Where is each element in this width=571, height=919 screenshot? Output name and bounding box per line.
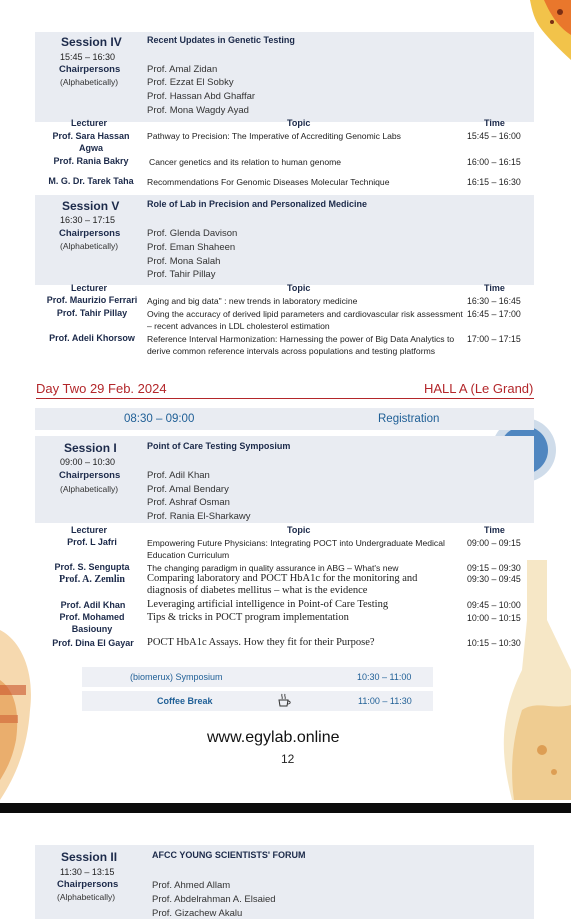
session4-header-time: Time bbox=[484, 118, 505, 128]
biomerux-time: 10:30 – 11:00 bbox=[357, 672, 412, 682]
session5-chair-2: Prof. Eman Shaheen bbox=[147, 242, 236, 253]
session4-chair-note: (Alphabetically) bbox=[60, 77, 119, 87]
session2-topic: AFCC YOUNG SCIENTISTS' FORUM bbox=[152, 850, 306, 860]
session1-header-lecturer: Lecturer bbox=[71, 525, 108, 535]
session4-time: 15:45 – 16:30 bbox=[60, 52, 116, 62]
session4-talk1-topic: Pathway to Precision: The Imperative of Accrediting Genomic Labs bbox=[147, 131, 401, 141]
session1-talk3-topic: Comparing laboratory and POCT HbA1c for the monitoring and diagnosis of diabetes mellitus – what is the evidence bbox=[147, 573, 418, 596]
session2-chair-3: Prof. Gizachew Akalu bbox=[152, 908, 243, 919]
session5-talk1-topic: Aging and big data" : new trends in laboratory medicine bbox=[147, 296, 358, 306]
session1-chair-note: (Alphabetically) bbox=[60, 484, 119, 494]
session4-talk3-time: 16:15 – 16:30 bbox=[467, 177, 521, 187]
session1-talk4-topic: Leveraging artificial intelligence in Point-of Care Testing bbox=[147, 599, 389, 610]
session5-header-time: Time bbox=[484, 283, 505, 293]
session1-talk1-lecturer: Prof. L Jafri bbox=[67, 537, 117, 547]
session1-talk1-time: 09:00 – 09:15 bbox=[467, 538, 521, 548]
session4-chair-2: Prof. Ezzat El Sobky bbox=[147, 77, 234, 88]
coffee-label: Coffee Break bbox=[157, 696, 213, 706]
session5-talk3-lecturer: Prof. Adeli Khorsow bbox=[49, 333, 135, 343]
session1-chair-2: Prof. Amal Bendary bbox=[147, 484, 229, 495]
coffee-cup-icon bbox=[277, 693, 291, 708]
session5-topic: Role of Lab in Precision and Personalized Medicine bbox=[147, 199, 368, 209]
session4-talk3-topic: Recommendations For Genomic Diseases Molecular Technique bbox=[147, 177, 390, 187]
session4-header-lecturer: Lecturer bbox=[71, 118, 108, 128]
page-divider bbox=[0, 803, 571, 813]
decorative-pattern-left bbox=[0, 620, 40, 800]
session1-talk5-time: 10:00 – 10:15 bbox=[467, 613, 521, 623]
session2-time: 11:30 – 13:15 bbox=[60, 867, 115, 877]
biomerux-label: (biomerux) Symposium bbox=[130, 672, 223, 682]
session1-talk5-topic: Tips & tricks in POCT program implementation bbox=[147, 612, 349, 623]
page-number: 12 bbox=[281, 752, 295, 766]
program-page-13 bbox=[0, 813, 571, 919]
session4-talk1-time: 15:45 – 16:00 bbox=[467, 131, 521, 141]
session1-talk2-lecturer: Prof. S. Sengupta bbox=[54, 562, 130, 572]
session1-talk2-topic: The changing paradigm in quality assurance in ABG – What's new bbox=[147, 563, 399, 573]
session5-chair-4: Prof. Tahir Pillay bbox=[147, 269, 216, 280]
session1-time: 09:00 – 10:30 bbox=[60, 457, 116, 467]
session5-chair-label: Chairpersons bbox=[59, 228, 121, 239]
session5-talk3-topic: Reference Interval Harmonization: Harnessing the power of Big Data Analytics to derive common reference intervals across populations and testing platforms bbox=[147, 334, 455, 356]
session5-chair-1: Prof. Glenda Davison bbox=[147, 228, 238, 239]
session1-title: Session I bbox=[64, 441, 117, 455]
session1-chair-3: Prof. Ashraf Osman bbox=[147, 497, 230, 508]
session5-chair-3: Prof. Mona Salah bbox=[147, 256, 221, 267]
session5-time: 16:30 – 17:15 bbox=[60, 215, 116, 225]
session5-talk1-lecturer: Prof. Maurizio Ferrari bbox=[46, 295, 138, 305]
session1-talk6-topic: POCT HbA1c Assays. How they fit for their Purpose? bbox=[147, 637, 375, 648]
session4-topic: Recent Updates in Genetic Testing bbox=[147, 35, 295, 45]
session4-header-topic: Topic bbox=[287, 118, 311, 128]
session1-chair-1: Prof. Adil Khan bbox=[147, 470, 210, 481]
session1-chair-label: Chairpersons bbox=[59, 470, 121, 481]
session5-talk1-time: 16:30 – 16:45 bbox=[467, 296, 521, 306]
session5-header-lecturer: Lecturer bbox=[71, 283, 108, 293]
session2-title: Session II bbox=[61, 850, 118, 864]
session1-topic: Point of Care Testing Symposium bbox=[147, 441, 291, 451]
session4-chair-label: Chairpersons bbox=[59, 64, 121, 75]
session4-chair-4: Prof. Mona Wagdy Ayad bbox=[147, 105, 249, 116]
session1-talk4-time: 09:45 – 10:00 bbox=[467, 600, 521, 610]
session1-talk6-lecturer: Prof. Dina El Gayar bbox=[52, 638, 134, 648]
coffee-time: 11:00 – 11:30 bbox=[358, 696, 412, 706]
session1-talk4-lecturer: Prof. Adil Khan bbox=[60, 600, 126, 610]
session5-talk2-topic: Oving the accuracy of derived lipid parameters and cardiovascular risk assessment – recent advances in LDL cholesterol estimation bbox=[147, 309, 463, 331]
session1-talk1-topic: Empowering Future Physicians: Integrating POCT into Undergraduate Medical Education Curriculum bbox=[147, 538, 445, 560]
session4-title: Session IV bbox=[61, 35, 122, 49]
session4-talk3-lecturer: M. G. Dr. Tarek Taha bbox=[48, 176, 134, 186]
session4-talk2-time: 16:00 – 16:15 bbox=[467, 157, 521, 167]
session2-chair-2: Prof. Abdelrahman A. Elsaied bbox=[152, 894, 276, 905]
session1-chair-4: Prof. Rania El-Sharkawy bbox=[147, 511, 251, 522]
session4-chair-1: Prof. Amal Zidan bbox=[147, 64, 218, 75]
decorative-flask-right bbox=[492, 560, 571, 800]
session5-title: Session V bbox=[62, 199, 120, 213]
footer-url[interactable]: www.egylab.online bbox=[207, 729, 340, 746]
registration-band bbox=[35, 408, 534, 430]
session1-talk2-time: 09:15 – 09:30 bbox=[467, 563, 521, 573]
session4-chair-3: Prof. Hassan Abd Ghaffar bbox=[147, 91, 256, 102]
registration-label: Registration bbox=[378, 413, 440, 425]
session2-chair-note: (Alphabetically) bbox=[57, 892, 116, 902]
session5-talk2-time: 16:45 – 17:00 bbox=[467, 309, 521, 319]
session2-chair-label: Chairpersons bbox=[57, 879, 119, 890]
registration-time: 08:30 – 09:00 bbox=[124, 413, 195, 425]
session4-talk1-lecturer: Prof. Sara Hassan Agwa bbox=[52, 131, 130, 153]
session1-talk3-time: 09:30 – 09:45 bbox=[467, 574, 521, 584]
day-two-underline bbox=[36, 398, 534, 399]
session5-talk2-lecturer: Prof. Tahir Pillay bbox=[56, 308, 128, 318]
session1-header-topic: Topic bbox=[287, 525, 311, 535]
session1-talk6-time: 10:15 – 10:30 bbox=[467, 638, 521, 648]
session1-talk3-lecturer: Prof. A. Zemlin bbox=[59, 574, 125, 585]
session4-talk2-lecturer: Prof. Rania Bakry bbox=[53, 156, 129, 166]
session5-chair-note: (Alphabetically) bbox=[60, 241, 119, 251]
session5-talk3-time: 17:00 – 17:15 bbox=[467, 334, 521, 344]
session2-chair-1: Prof. Ahmed Allam bbox=[152, 880, 231, 891]
day-two-label: Day Two 29 Feb. 2024 bbox=[36, 381, 167, 396]
session1-talk5-lecturer: Prof. Mohamed Basiouny bbox=[59, 612, 125, 634]
session1-header-time: Time bbox=[484, 525, 505, 535]
session4-talk2-topic: Cancer genetics and its relation to human genome bbox=[149, 157, 342, 167]
session5-header-topic: Topic bbox=[287, 283, 311, 293]
day-two-hall: HALL A (Le Grand) bbox=[424, 381, 534, 396]
